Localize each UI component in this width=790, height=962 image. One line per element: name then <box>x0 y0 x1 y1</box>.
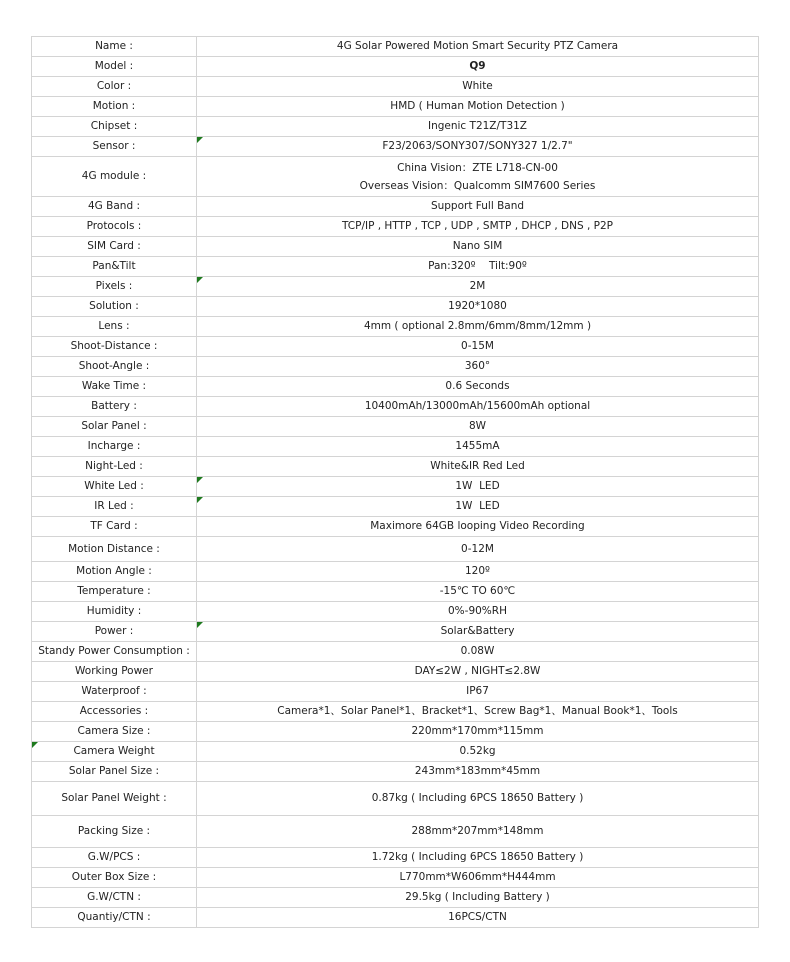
spec-label: Temperature : <box>32 582 197 602</box>
spec-row-standby-power <box>32 642 759 662</box>
spec-label: Motion Distance : <box>32 537 197 562</box>
spec-label: TF Card : <box>32 517 197 537</box>
spec-label: 4G module : <box>32 157 197 197</box>
spec-row-4g-module <box>32 157 759 197</box>
spec-row-humidity <box>32 602 759 622</box>
spec-row-color <box>32 77 759 97</box>
spec-row-motion <box>32 97 759 117</box>
spec-value: 29.5kg ( Including Battery ) <box>197 888 759 908</box>
spec-label: SIM Card : <box>32 237 197 257</box>
spec-label: G.W/CTN : <box>32 888 197 908</box>
spec-row-sim-card <box>32 237 759 257</box>
spec-row-accessories <box>32 702 759 722</box>
spec-row-model <box>32 57 759 77</box>
spec-label: Night-Led : <box>32 457 197 477</box>
spec-row-battery <box>32 397 759 417</box>
spec-label: Wake Time : <box>32 377 197 397</box>
spec-value-cell <box>197 622 759 642</box>
spec-label: Working Power <box>32 662 197 682</box>
spec-label: White Led : <box>32 477 197 497</box>
spec-row-outer-box-size <box>32 868 759 888</box>
spec-value: -15℃ TO 60℃ <box>197 582 759 602</box>
spec-row-shoot-distance <box>32 337 759 357</box>
spec-value: 8W <box>197 417 759 437</box>
spec-label: Accessories : <box>32 702 197 722</box>
spec-label: Solar Panel Size : <box>32 762 197 782</box>
spec-row-packing-size <box>32 816 759 848</box>
spec-value: IP67 <box>197 682 759 702</box>
spec-label: Humidity : <box>32 602 197 622</box>
spec-row-quantity-ctn <box>32 908 759 928</box>
spec-value: 0.08W <box>197 642 759 662</box>
comment-indicator-icon[interactable] <box>197 497 203 503</box>
spec-row-solution <box>32 297 759 317</box>
spec-label: 4G Band : <box>32 197 197 217</box>
spec-value-cell <box>197 277 759 297</box>
spec-value: 16PCS/CTN <box>197 908 759 928</box>
spec-row-pixels <box>32 277 759 297</box>
spec-value: 4G Solar Powered Motion Smart Security PTZ Camera <box>197 37 759 57</box>
spec-row-chipset <box>32 117 759 137</box>
spec-label: Outer Box Size : <box>32 868 197 888</box>
spec-value: 0.6 Seconds <box>197 377 759 397</box>
spec-label: Pixels : <box>32 277 197 297</box>
spec-row-waterproof <box>32 682 759 702</box>
spec-label: Solar Panel Weight : <box>32 782 197 816</box>
spec-label: Quantiy/CTN : <box>32 908 197 928</box>
spec-value: 220mm*170mm*115mm <box>197 722 759 742</box>
spec-value: TCP/IP , HTTP , TCP , UDP , SMTP , DHCP , DNS , P2P <box>197 217 759 237</box>
spec-value: 0-12M <box>197 537 759 562</box>
spec-value: L770mm*W606mm*H444mm <box>197 868 759 888</box>
spec-row-motion-angle <box>32 562 759 582</box>
spec-value: 360° <box>197 357 759 377</box>
spec-label: Standy Power Consumption : <box>32 642 197 662</box>
spec-label: Solar Panel : <box>32 417 197 437</box>
spec-row-solar-panel <box>32 417 759 437</box>
spec-value-cell <box>197 477 759 497</box>
spec-label: Lens : <box>32 317 197 337</box>
spec-value-cell <box>197 497 759 517</box>
spec-label: Power : <box>32 622 197 642</box>
spec-value: Nano SIM <box>197 237 759 257</box>
spec-row-night-led <box>32 457 759 477</box>
spec-value: Q9 <box>197 57 759 77</box>
spec-value: Support Full Band <box>197 197 759 217</box>
spec-label: Pan&Tilt <box>32 257 197 277</box>
spec-value: HMD ( Human Motion Detection ) <box>197 97 759 117</box>
spec-row-sensor <box>32 137 759 157</box>
spec-value: 1.72kg ( Including 6PCS 18650 Battery ) <box>197 848 759 868</box>
spec-row-pan-tilt <box>32 257 759 277</box>
spec-value: 0%-90%RH <box>197 602 759 622</box>
comment-indicator-icon[interactable] <box>32 742 38 748</box>
spec-value: 1455mA <box>197 437 759 457</box>
spec-label: IR Led : <box>32 497 197 517</box>
spec-label: Shoot-Angle : <box>32 357 197 377</box>
spec-value: 288mm*207mm*148mm <box>197 816 759 848</box>
spec-label: Motion Angle : <box>32 562 197 582</box>
spec-value-cell <box>197 137 759 157</box>
spec-value: 0.52kg <box>197 742 759 762</box>
spec-value: White&IR Red Led <box>197 457 759 477</box>
spec-value: 0-15M <box>197 337 759 357</box>
spec-row-gw-ctn <box>32 888 759 908</box>
spec-value-cell <box>197 157 759 197</box>
spec-label: Protocols : <box>32 217 197 237</box>
spec-row-working-power <box>32 662 759 682</box>
spec-value: Ingenic T21Z/T31Z <box>197 117 759 137</box>
spec-label: Model : <box>32 57 197 77</box>
spec-value: 1W LED <box>455 500 500 512</box>
spec-label: Camera Weight <box>73 745 155 757</box>
comment-indicator-icon[interactable] <box>197 477 203 483</box>
spec-row-name <box>32 37 759 57</box>
spec-row-motion-distance <box>32 537 759 562</box>
comment-indicator-icon[interactable] <box>197 622 203 628</box>
spec-value: Camera*1、Solar Panel*1、Bracket*1、Screw Bag*1、Manual Book*1、Tools <box>197 702 759 722</box>
spec-row-4g-band <box>32 197 759 217</box>
spec-row-solar-panel-size <box>32 762 759 782</box>
spec-row-camera-weight <box>32 742 759 762</box>
spec-label: Name : <box>32 37 197 57</box>
spec-value: Maximore 64GB looping Video Recording <box>197 517 759 537</box>
spec-value-line: China Vision：ZTE L718-CN-00 <box>397 161 558 174</box>
spec-label: G.W/PCS : <box>32 848 197 868</box>
comment-indicator-icon[interactable] <box>197 137 203 143</box>
spec-row-power <box>32 622 759 642</box>
spec-value: F23/2063/SONY307/SONY327 1/2.7" <box>382 140 573 152</box>
spec-value: 120º <box>197 562 759 582</box>
spec-value: 243mm*183mm*45mm <box>197 762 759 782</box>
spec-row-tf-card <box>32 517 759 537</box>
spec-row-solar-panel-weight <box>32 782 759 816</box>
spec-row-wake-time <box>32 377 759 397</box>
spec-value: 1920*1080 <box>197 297 759 317</box>
spec-row-protocols <box>32 217 759 237</box>
spec-row-ir-led <box>32 497 759 517</box>
spec-label: Color : <box>32 77 197 97</box>
spec-label: Solution : <box>32 297 197 317</box>
spec-row-temperature <box>32 582 759 602</box>
spec-value: White <box>197 77 759 97</box>
spec-value: Pan:320º Tilt:90º <box>197 257 759 277</box>
spec-label: Motion : <box>32 97 197 117</box>
spec-row-camera-size <box>32 722 759 742</box>
spec-value: 0.87kg ( Including 6PCS 18650 Battery ) <box>197 782 759 816</box>
spec-value: 4mm ( optional 2.8mm/6mm/8mm/12mm ) <box>197 317 759 337</box>
spec-table <box>31 36 759 928</box>
spec-label-cell <box>32 742 197 762</box>
spec-label: Camera Size : <box>32 722 197 742</box>
spec-label: Chipset : <box>32 117 197 137</box>
spec-value: 10400mAh/13000mAh/15600mAh optional <box>197 397 759 417</box>
spec-label: Shoot-Distance : <box>32 337 197 357</box>
spec-label: Sensor : <box>32 137 197 157</box>
spec-row-lens <box>32 317 759 337</box>
spec-value: 2M <box>469 280 486 292</box>
spec-row-white-led <box>32 477 759 497</box>
spec-row-incharge <box>32 437 759 457</box>
spec-value: 1W LED <box>455 480 500 492</box>
spec-value: DAY≤2W , NIGHT≤2.8W <box>197 662 759 682</box>
spec-row-shoot-angle <box>32 357 759 377</box>
comment-indicator-icon[interactable] <box>197 277 203 283</box>
spec-value: Solar&Battery <box>440 625 515 637</box>
spec-label: Incharge : <box>32 437 197 457</box>
spec-label: Battery : <box>32 397 197 417</box>
spec-label: Packing Size : <box>32 816 197 848</box>
spec-label: Waterproof : <box>32 682 197 702</box>
spec-row-gw-pcs <box>32 848 759 868</box>
spec-value-line: Overseas Vision：Qualcomm SIM7600 Series <box>359 179 596 192</box>
